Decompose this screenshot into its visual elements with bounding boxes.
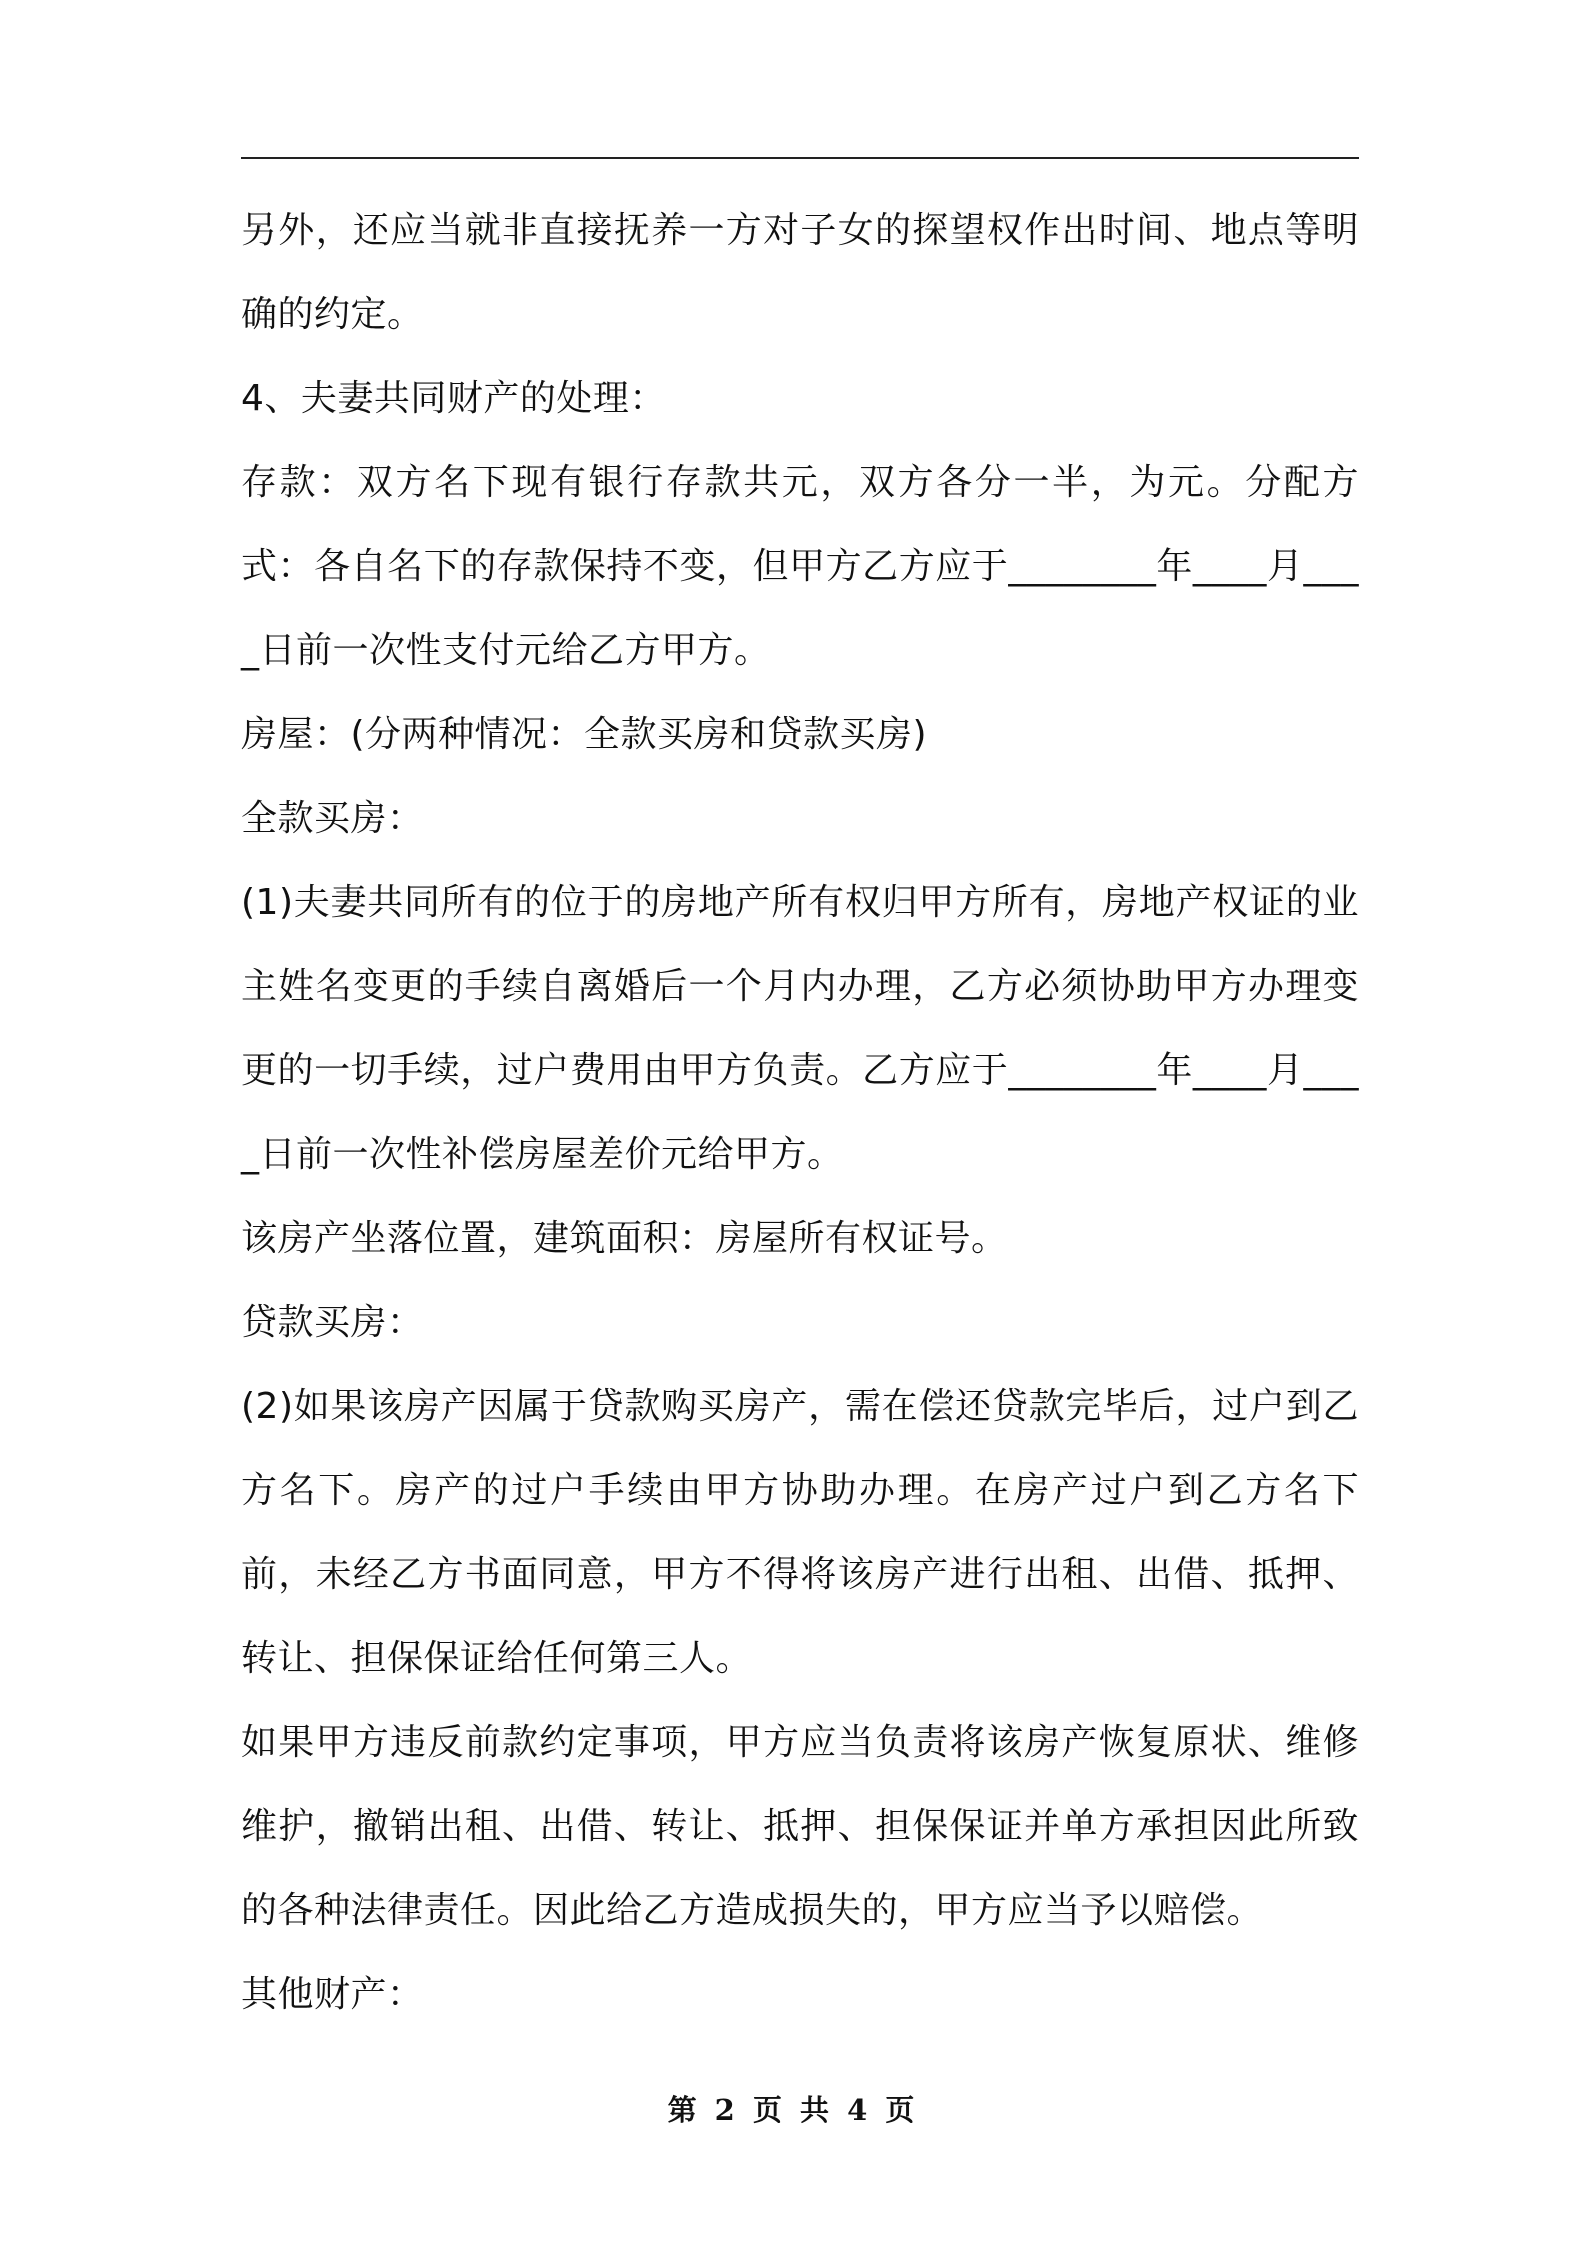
paragraph-property-location: 该房产坐落位置，建筑面积：房屋所有权证号。 [241, 1218, 1008, 1259]
paragraph-breach-clause: 如果甲方违反前款约定事项，甲方应当负责将该房产恢复原状、维修维护，撤销出租、出借、转让、抵押、担保保证并单方承担因此所致的各种法律责任。因此给乙方造成损失的，甲方应当予以赔偿。 [241, 1722, 1359, 1931]
paragraph-visitation-rights: 另外，还应当就非直接抚养一方对子女的探望权作出时间、地点等明确的约定。 [241, 210, 1359, 335]
page-number-footer: 第 2 页 共 4 页 [667, 2093, 919, 2127]
paragraph-heading-joint-property: 4、夫妻共同财产的处理： [241, 378, 666, 419]
paragraph-housing: 房屋：(分两种情况：全款买房和贷款买房) [241, 714, 928, 755]
header-divider [241, 157, 1359, 159]
paragraph-full-payment-clause: (1)夫妻共同所有的位于的房地产所有权归甲方所有，房地产权证的业主姓名变更的手续自离婚后一个月内办理，乙方必须协助甲方办理变更的一切手续，过户费用由甲方负责。乙方应于________年____月____日前一次性补偿房屋差价元给甲方。 [241, 882, 1359, 1175]
paragraph-loan-heading: 贷款买房： [241, 1302, 424, 1343]
paragraph-loan-clause: (2)如果该房产因属于贷款购买房产，需在偿还贷款完毕后，过户到乙方名下。房产的过户手续由甲方协助办理。在房产过户到乙方名下前，未经乙方书面同意，甲方不得将该房产进行出租、出借、抵押、转让、担保保证给任何第三人。 [241, 1386, 1359, 1679]
paragraph-deposits: 存款：双方名下现有银行存款共元，双方各分一半，为元。分配方式：各自名下的存款保持不变，但甲方乙方应于________年____月____日前一次性支付元给乙方甲方。 [241, 462, 1359, 671]
paragraph-other-property: 其他财产： [241, 1974, 424, 2015]
paragraph-full-payment-heading: 全款买房： [241, 798, 424, 839]
document-body [241, 189, 1359, 2037]
